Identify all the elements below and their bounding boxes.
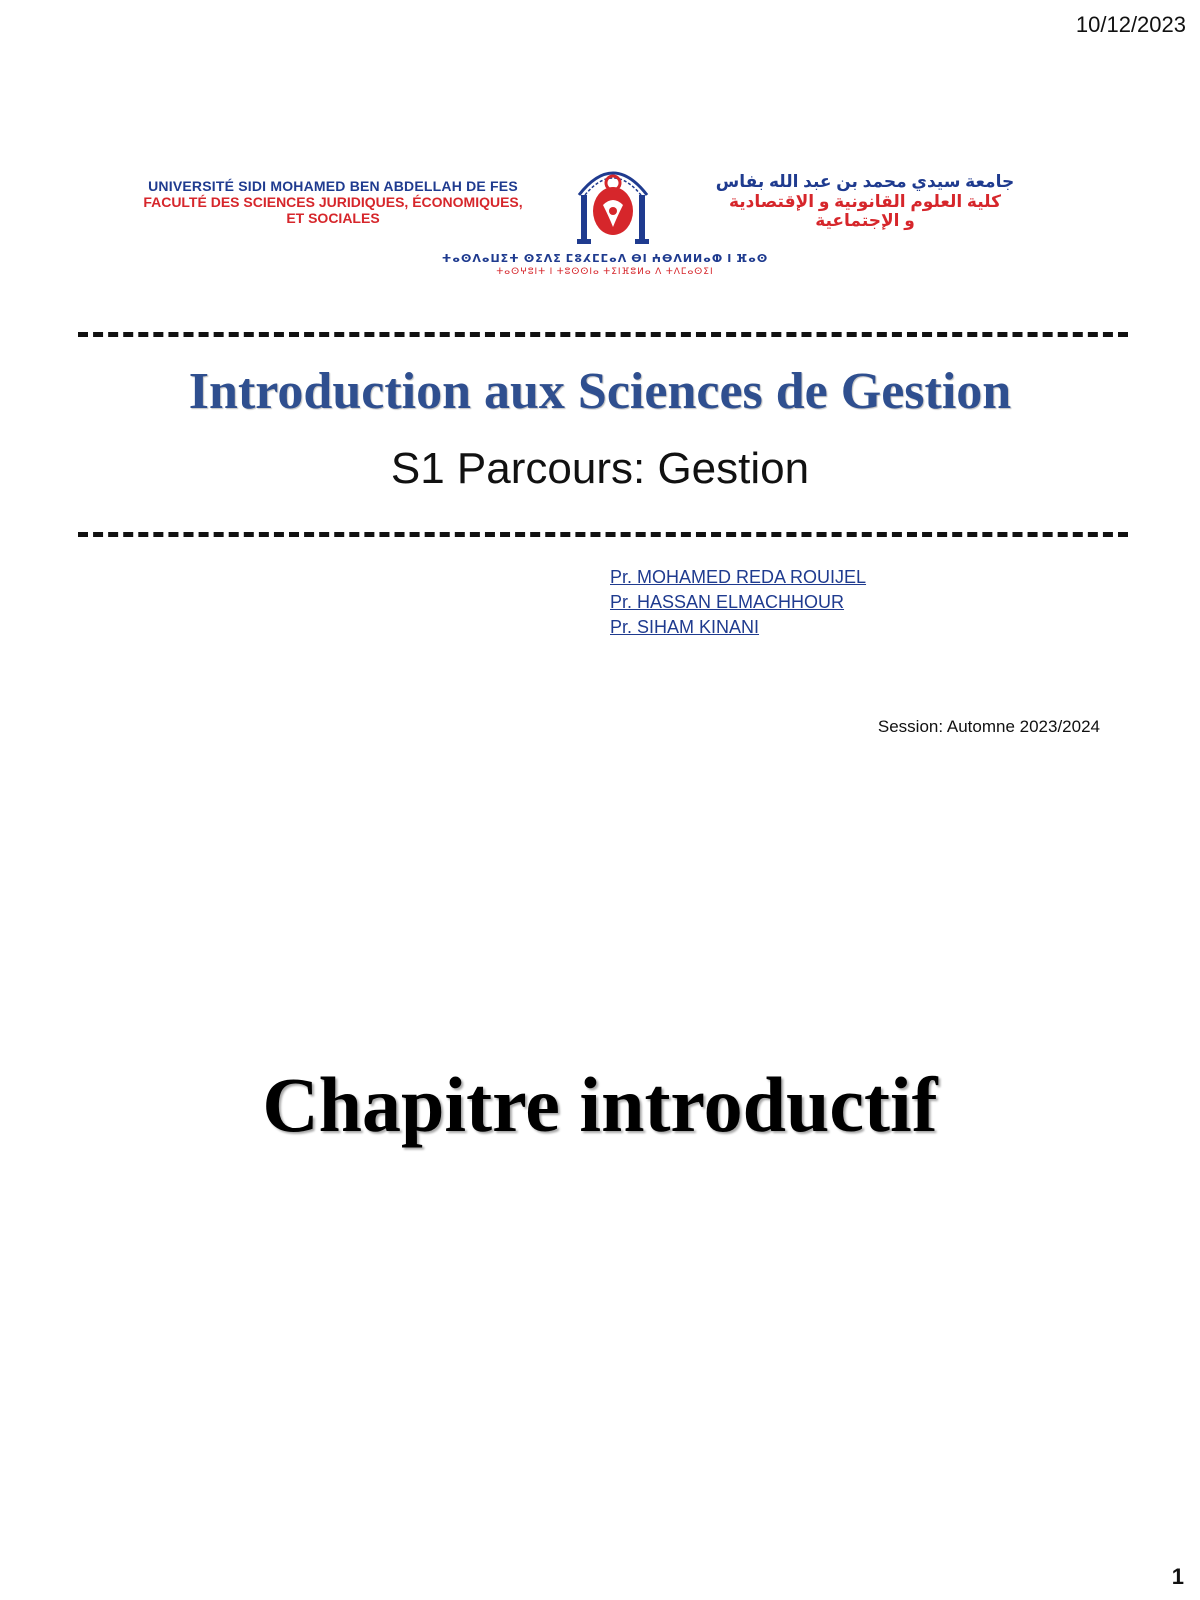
faculty-name-tifinagh: ⵜⴰⵙⵖⵓⵏⵜ ⵏ ⵜⵓⵙⵙⵏⴰ ⵜⵉⵏⴼⵓⵍⴰ ⴷ ⵜⴷⵎⴰⵙⵉⵏ bbox=[496, 266, 714, 276]
title-divider-top bbox=[78, 332, 1128, 337]
title-divider-bottom bbox=[78, 532, 1128, 537]
faculty-name-ar-line2: و الإجتماعية bbox=[815, 211, 915, 231]
university-name-fr: UNIVERSITÉ SIDI MOHAMED BEN ABDELLAH DE FES bbox=[148, 178, 518, 194]
author-link[interactable]: Pr. HASSAN ELMACHHOUR bbox=[610, 592, 845, 612]
university-name-french bbox=[118, 178, 548, 226]
course-title: Introduction aux Sciences de Gestion bbox=[188, 363, 1012, 420]
faculty-name-fr-line2: ET SOCIALES bbox=[286, 210, 380, 227]
page-number: 1 bbox=[1171, 1564, 1184, 1589]
faculty-name-fr-line1: FACULTÉ DES SCIENCES JURIDIQUES, ÉCONOMIQUES, bbox=[143, 194, 523, 211]
slide-date: 10/12/2023 bbox=[1075, 12, 1186, 37]
author-link[interactable]: Pr. SIHAM KINANI bbox=[610, 617, 760, 637]
faculty-name-ar-line1: كلية العلوم القانونية و الإقتصادية bbox=[728, 191, 1001, 211]
session-label: Session: Automne 2023/2024 bbox=[877, 717, 1100, 736]
university-emblem-icon bbox=[573, 155, 653, 247]
chapter-title: Chapitre introductif bbox=[262, 1061, 938, 1148]
university-name-arabic bbox=[680, 172, 1050, 231]
university-name-ar: جامعة سيدي محمد بن عبد الله بفاس bbox=[715, 172, 1015, 191]
authors-list bbox=[610, 565, 866, 640]
author-link[interactable]: Pr. MOHAMED REDA ROUIJEL bbox=[610, 567, 867, 587]
university-name-tifinagh: ⵜⴰⵙⴷⴰⵡⵉⵜ ⵙⵉⴷⵉ ⵎⵓⵃⵎⵎⴰⴷ ⴱⵏ ⵄⴱⴷⵍⵍⴰⵀ ⵏ ⴼⴰⵙ bbox=[441, 253, 769, 265]
course-subtitle: S1 Parcours: Gestion bbox=[390, 444, 810, 493]
